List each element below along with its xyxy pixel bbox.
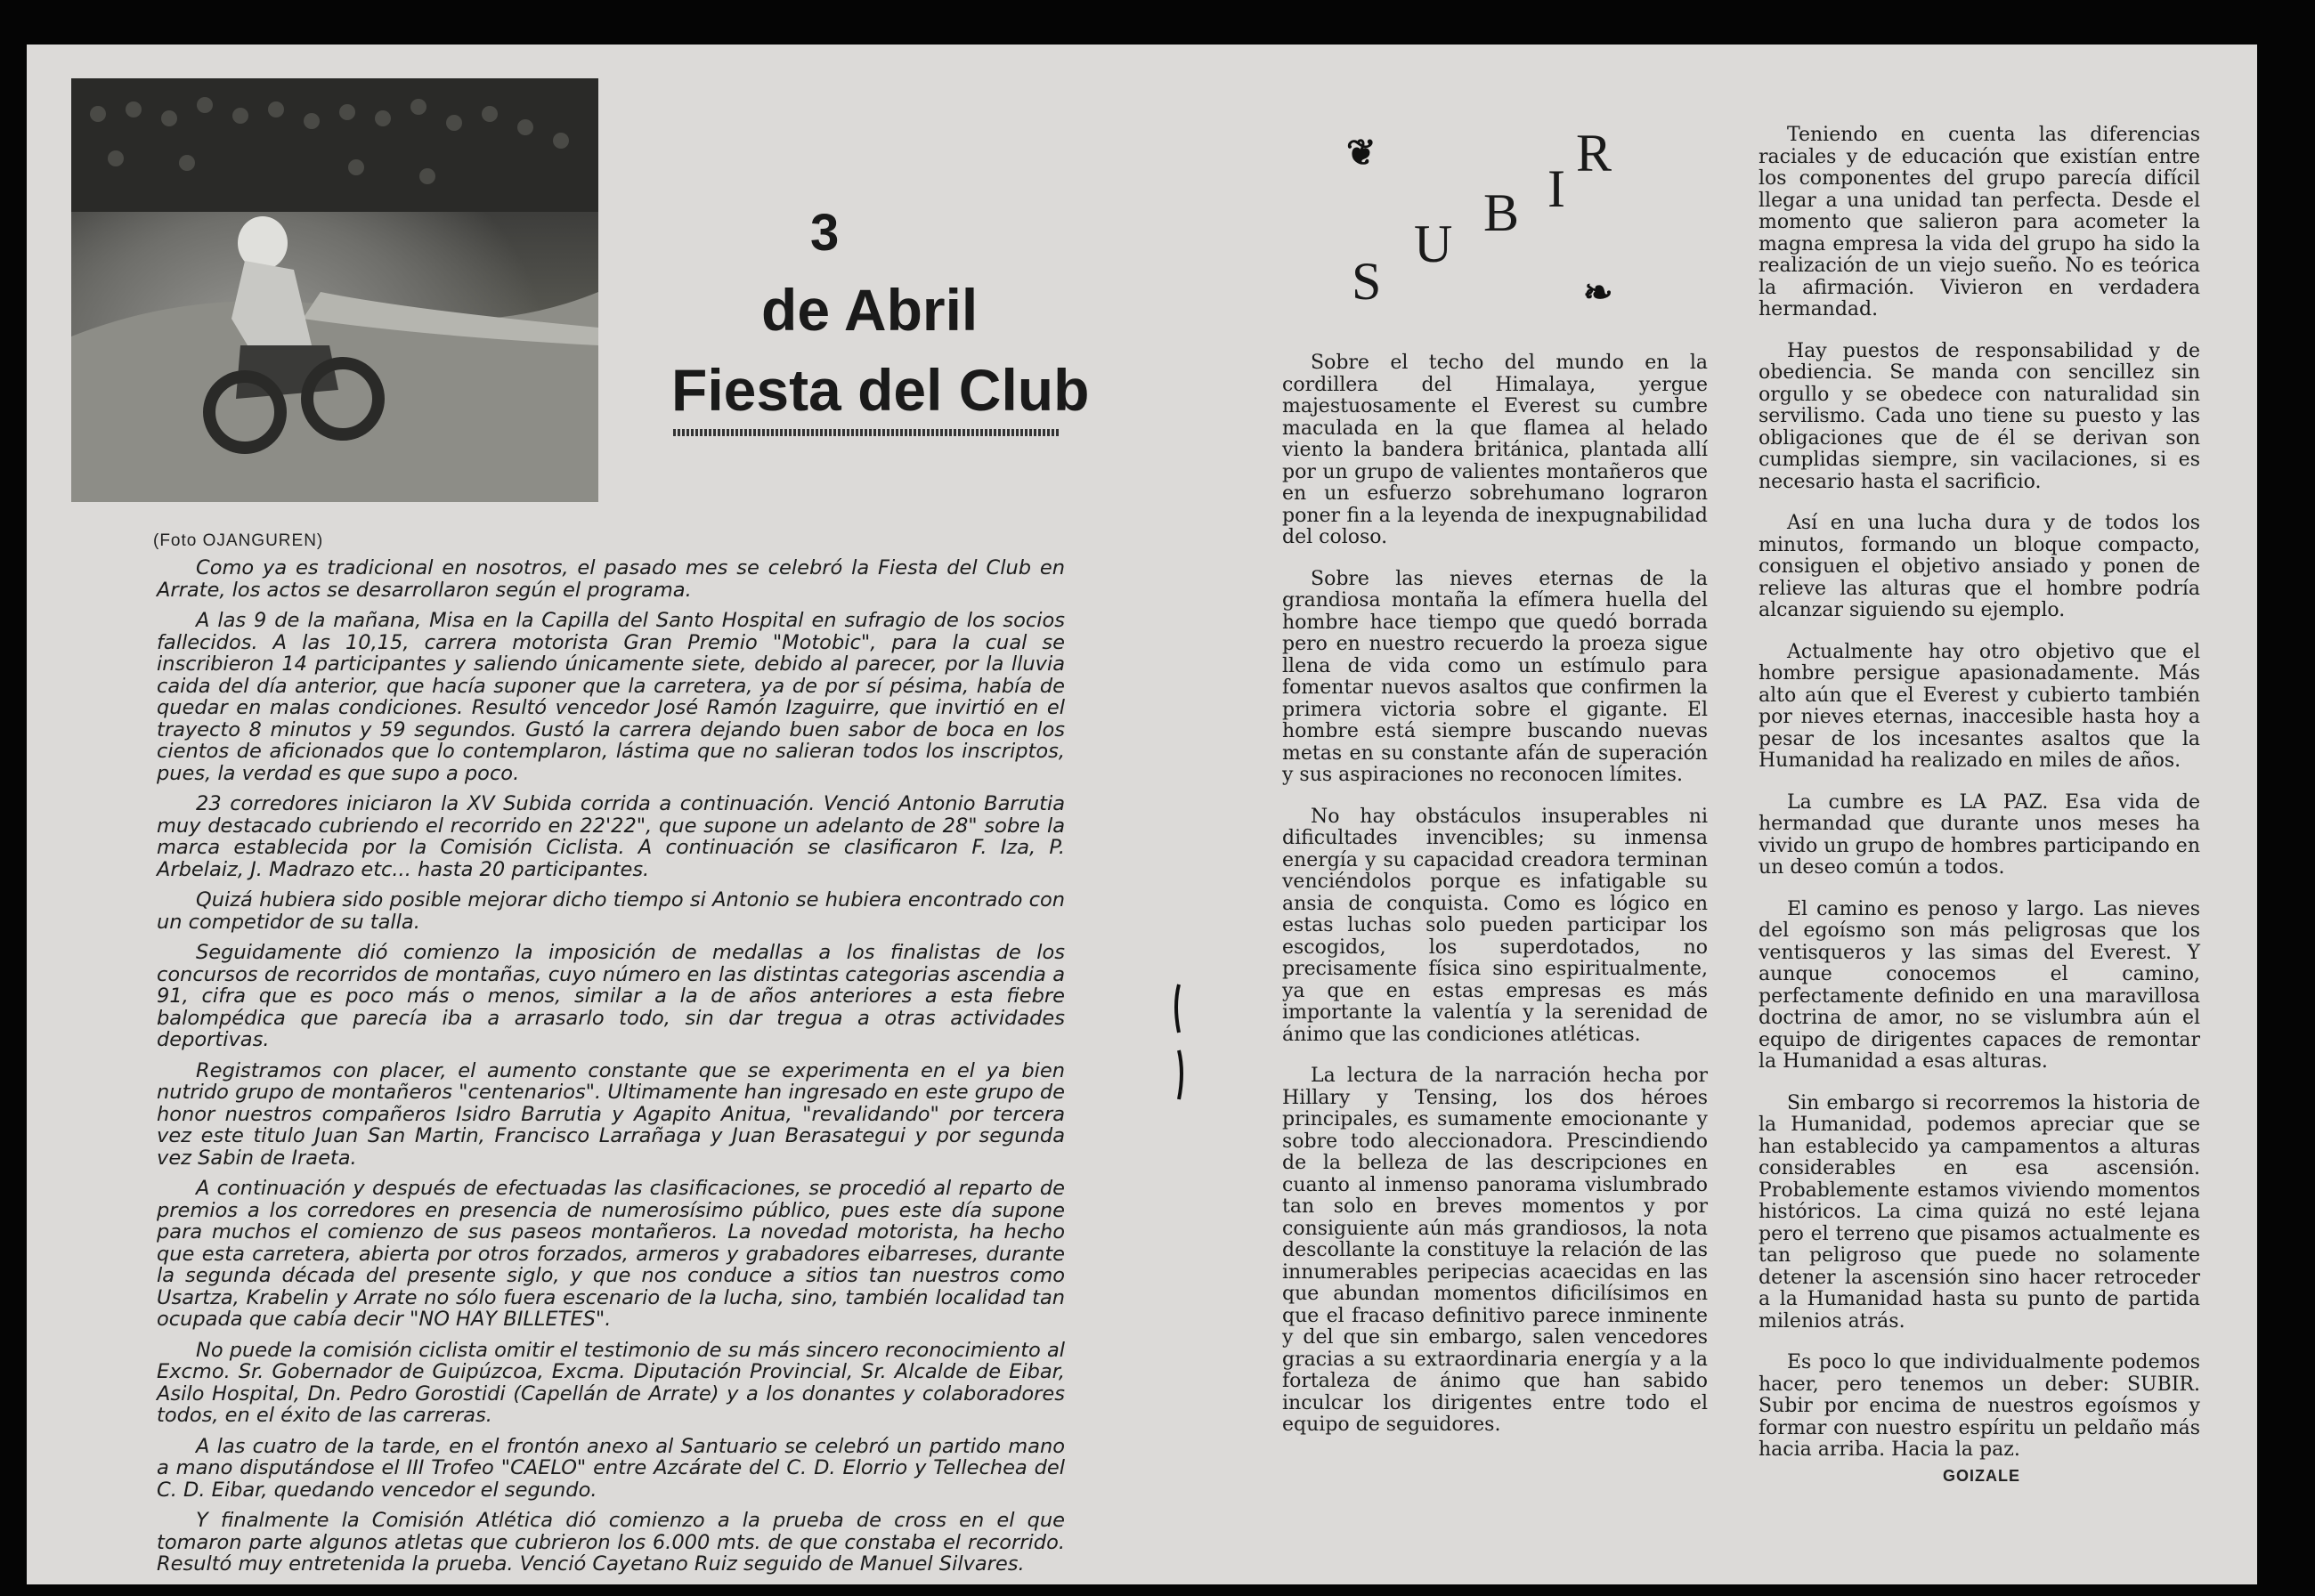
subir-paragraph: Sobre el techo del mundo en la cordillera del Himalaya, yergue majestuosamente el Everest su cumbre maculada en la que flamea al helado viento la bandera británica, plantada allí por un grupo de valientes montañeros que en un esfuerzo sobrehumano lograron poner fin a la leyenda de inexpugnabilidad del coloso. <box>1282 352 1708 548</box>
article-paragraph: A las cuatro de la tarde, en el frontón anexo al Santuario se celebró un partido mano a mano disputándose el III Trofeo "CAELO" entre Azcárate del C. D. Elorrio y Tellechea del C. D. Eibar, quedando vencedor el segundo. <box>157 1434 1065 1502</box>
subir-paragraph: La cumbre es LA PAZ. Esa vida de hermandad que durante unos meses ha vivido un grupo de hombres participando en un deseo común a todos. <box>1759 790 2200 879</box>
title-letter-s: S <box>1352 252 1382 311</box>
staple-marks <box>1166 979 1193 1108</box>
article-paragraph: A continuación y después de efectuadas las clasificaciones, se procedió al reparto de premios a los corredores en presencia de numerosísimo público, pues este día supone para muchos el comienzo de sus paseos montañeros. La novedad motorista, ha hecho que esta carretera, abierta por otros forzados, armeros y grabadores eibarreses, durante la segunda década del presente siglo, y que nos conduce a sitios tan nuestros como Usartza, Krabelin y Arrate no sólo fuera escenario de la lucha, sino, también localidad tan ocupada que cabía decir "NO HAY BILLETES". <box>157 1177 1065 1331</box>
title-date: de Abril <box>761 277 979 343</box>
subir-column-2 <box>1759 125 2200 1481</box>
article-paragraph: 23 corredores iniciaron la XV Subida corrida a continuación. Venció Antonio Barrutia muy destacado cubriendo el recorrido en 22'22", que supone un adelanto de 28" sobre la marca establecida por la Comisión Ciclista. A continuación se clasificaron F. Iza, P. Arbelaiz, J. Madrazo etc... hasta 20 participantes. <box>157 792 1065 881</box>
author-signature: GOIZALE <box>1943 1467 2020 1485</box>
title-number: 3 <box>810 204 840 262</box>
title-letter-b: B <box>1483 183 1520 242</box>
ornament-top-icon: ❦ <box>1346 132 1377 174</box>
subir-paragraph: Así en una lucha dura y de todos los minutos, formando un bloque compacto, consiguen el objetivo ansiado y ponen de relieve las alturas que el hombre podría alcanzar siguiendo su ejemplo. <box>1759 512 2200 621</box>
article-paragraph: Y finalmente la Comisión Atlética dió comienzo a la prueba de cross en el que tomaron parte algunos atletas que cubrieron los 6.000 mts. de que constaba el recorrido. Resultó muy entretenida la prueba. Venció Cayetano Ruiz seguido de Manuel Silvares. <box>157 1509 1065 1576</box>
subir-paragraph: No hay obstáculos insuperables ni dificultades invencibles; su inmensa energía y su capacidad creadora terminan venciéndolos porque es infatigable su ansia de conquista. Como es lógico en estas luchas solo pueden participar los escogidos, los superdotados, no precisamente física sino espiritualmente, ya que en estas empresas es más importante la valentía y la serenidad de ánimo que las condiciones atléticas. <box>1282 805 1708 1046</box>
subir-paragraph: El camino es penoso y largo. Las nieves del egoísmo son más peligrosas que los ventisqueros y las simas del Everest. Y aunque conocemos el camino, perfectamente definido en una maravillosa doctrina de amor, no se vislumbra aún el equipo de dirigentes capaces de remontar la Humanidad a esas alturas. <box>1759 897 2200 1073</box>
article-paragraph: Registramos con placer, el aumento constante que se experimenta en el ya bien nutrido grupo de montañeros "centenarios". Ultimamente han ingresado en este grupo de honor nuestros compañeros Isidro Barrutia y Agapito Anitua, "revalidando" por tercera vez este titulo Juan San Martin, Francisco Larrañaga y Juan Berasategui y por segunda vez Sabin de Iraeta. <box>157 1058 1065 1170</box>
photo-caption: (Foto OJANGUREN) <box>153 531 324 550</box>
subir-column-1 <box>1282 352 1708 1456</box>
club-fiesta-article <box>157 557 1065 1584</box>
article-paragraph: Seguidamente dió comienzo la imposición de medallas a los finalistas de los concursos de recorridos de montañas, cuyo número en las distintas categorias ascendia a 91, cifra que es poco más o menos, similar a la de años anteriores a esta fiebre balompédica que parecía iba a arrasarlo todo, sin dar tregua a otras actividades deportivas. <box>157 941 1065 1051</box>
ornament-bottom-icon: ❧ <box>1583 271 1613 313</box>
subir-paragraph: Es poco lo que individualmente podemos hacer, pero tenemos un deber: SUBIR. Subir por encima de nuestros egoísmos y formar con nuestro espíritu un peldaño más hacia arriba. Hacia la paz. <box>1759 1351 2200 1461</box>
subir-paragraph: Sobre las nieves eternas de la grandiosa montaña la efímera huella del hombre hace tiempo que quedó borrada pero en nuestro recuerdo la proeza sigue llena de vida como un estímulo para fomentar nuevos asaltos que confirmen la primera victoria sobre el gigante. El hombre está siempre buscando nuevas metas en su constante afán de superación y sus aspiraciones no reconocen límites. <box>1282 567 1708 786</box>
subir-paragraph: Teniendo en cuenta las diferencias raciales y de educación que existían entre los componentes del grupo parecía difícil llegar a una unidad tan perfecta. Desde el momento que salieron para acometer la magna empresa la vida del grupo ha sido la realización de un viejo sueño. No es teórica la afirmación. Vivieron en verdadera hermandad. <box>1759 124 2200 320</box>
title-letter-i: I <box>1547 159 1565 218</box>
title-event: Fiesta del Club <box>671 357 1090 423</box>
subir-paragraph: Actualmente hay otro objetivo que el hombre persigue apasionadamente. Más alto aún que el Everest y cubierto también por nieves eternas, inaccesible hasta hoy a pesar de los incesantes asaltos que la Humanidad ha realizado en miles de años. <box>1759 640 2200 772</box>
motorcycle-race-photo <box>71 78 598 502</box>
article-paragraph: Quizá hubiera sido posible mejorar dicho tiempo si Antonio se hubiera encontrado con un competidor de su talla. <box>157 888 1065 934</box>
subir-paragraph: Hay puestos de responsabilidad y de obediencia. Se manda con sencillez sin orgullo y se obedece con naturalidad sin servilismo. Cada uno tiene su puesto y las obligaciones que de él se derivan son cumplidas siempre, sin vacilaciones, si es necesario hasta el sacrificio. <box>1759 339 2200 493</box>
subir-paragraph: La lectura de la narración hecha por Hillary y Tensing, los dos héroes principales, es sumamente emocionante y sobre todo aleccionadora. Prescindiendo de la belleza de las descripciones en cuanto al inmenso panorama vislumbrado tan solo en breves momentos y por consiguiente aún más grandiosos, la nota descollante la constituye la relación de las innumerables peripecias acaecidas en las que abundan momentos dificilísimos en que el fracaso definitivo parece inminente y del que sin embargo, salen vencedores gracias a su extraordinaria energía y a la fortaleza de ánimo que han sabido inculcar los dirigentes entre todo el equipo de seguidores. <box>1282 1065 1708 1436</box>
article-paragraph: A las 9 de la mañana, Misa en la Capilla del Santo Hospital en sufragio de los socios fallecidos. A las 10,15, carrera motorista Gran Premio "Motobic", para la cual se inscribieron 14 participantes y saliendo únicamente siete, debido al parecer, por la lluvia caida del día anterior, que hacía suponer que la carretera, ya de por sí pésima, había de quedar en malas condiciones. Resultó vencedor José Ramón Izaguirre, que invirtió en el trayecto 8 minutos y 59 segundos. Gustó la carrera dejando buen sabor de boca en los cientos de aficionados que lo contemplaron, lástima que no salieran todos los inscriptos, pues, la verdad es que supo a poco. <box>157 609 1065 785</box>
title-letter-u: U <box>1414 215 1453 273</box>
article-paragraph: Como ya es tradicional en nosotros, el pasado mes se celebró la Fiesta del Club en Arrate, los actos se desarrollaron según el programa. <box>157 556 1065 602</box>
article-paragraph: No puede la comisión ciclista omitir el testimonio de su más sincero reconocimiento al Excmo. Sr. Gobernador de Guipúzcoa, Excma. Diputación Provincial, Sr. Alcalde de Eibar, Asilo Hospital, Dn. Pedro Gorostidi (Capellán de Arrate) y a los donantes y colaboradores todos, en el éxito de las carreras. <box>157 1338 1065 1427</box>
subir-paragraph: Sin embargo si recorremos la historia de la Humanidad, podemos apreciar que se han establecido ya campamentos a alturas considerables en esa ascensión. Probablemente estamos viviendo momentos históricos. La cima quizá no esté lejana pero el terreno que pisamos actualmente es tan peligroso que puede no solamente detener la ascensión sino hacer retroceder a la Humanidad hasta su punto de partida milenios atrás. <box>1759 1091 2200 1333</box>
title-letter-r: R <box>1576 124 1612 182</box>
title-underline <box>673 429 1060 436</box>
